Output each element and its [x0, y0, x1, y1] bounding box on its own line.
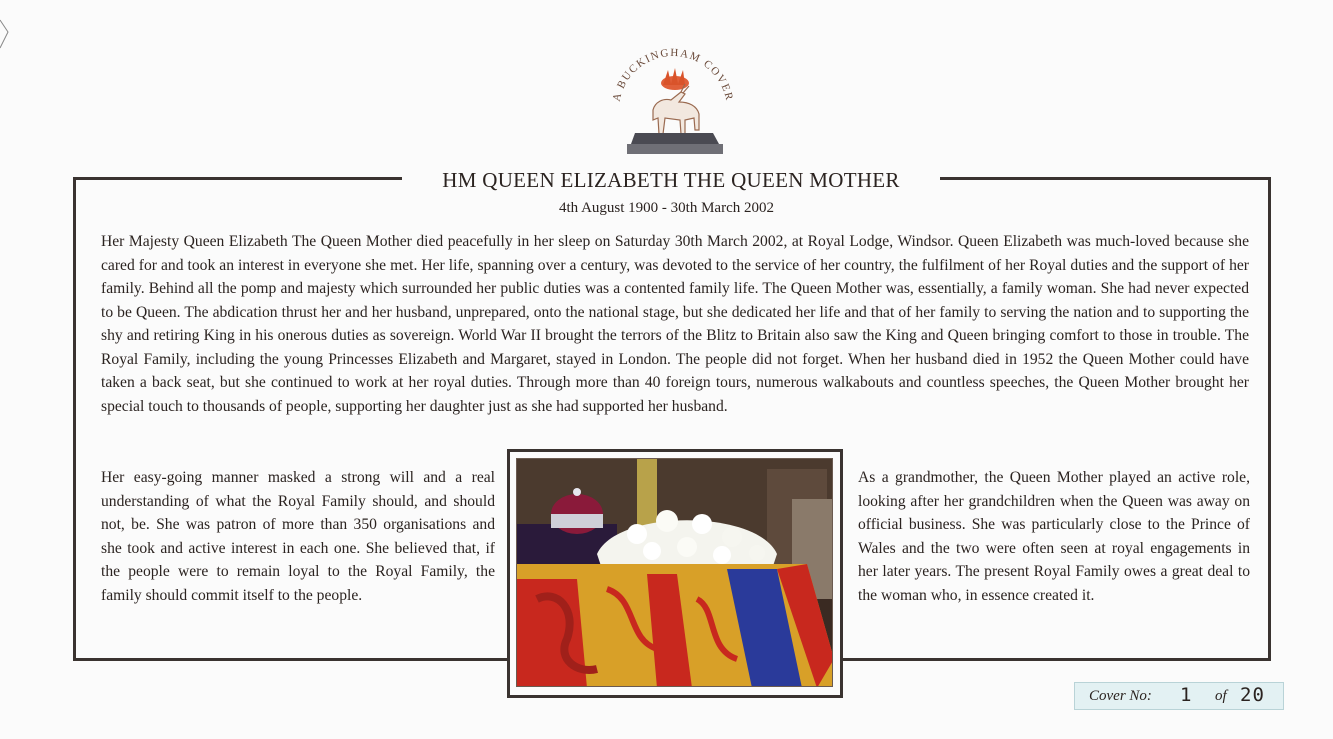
stag-crest-icon: [653, 68, 699, 134]
coffin-photo-image: [517, 459, 833, 687]
cover-total: 20: [1240, 684, 1265, 706]
body-paragraph: Her Majesty Queen Elizabeth The Queen Mother died peacefully in her sleep on Saturday 30th March 2002, at Royal Lodge, Windsor. Queen Elizabeth was much-loved because she cared for and took an interest in everyone she met. Her life, spanning over a century, was devoted to the service of her country, the fulfilment of her Royal duties and the support of her family. Behind all the pomp and majesty which surrounded her public duties was a contented family life. The Queen Mother was, essentially, a family woman. She had never expected to be Queen. The abdication thrust her and her husband, unprepared, onto the national stage, but she dedicated her life and that of her family to serving the nation and to supporting the shy and retiring King in his onerous duties as sovereign. World War II brought the terrors of the Blitz to Britain also saw the King and Queen bringing comfort to those in trouble. The Royal Family, including the young Princesses Elizabeth and Margaret, stayed in London. The people did not forget. When her husband died in 1952 the Queen Mother could have taken a back seat, but she continued to work at her royal duties. Through more than 40 foreign tours, numerous walkabouts and countless speeches, the Queen Mother brought her special touch to thousands of people, supporting her daughter just as she had supported her husband.: [101, 233, 1249, 415]
corner-mark: [0, 18, 12, 58]
emblem-arc-text: A BUCKINGHAM COVER: [610, 46, 736, 103]
coffin-photo: [516, 458, 833, 687]
buckingham-cover-emblem: [605, 40, 740, 158]
cover-number-box: [1074, 682, 1284, 710]
page-title: HM QUEEN ELIZABETH THE QUEEN MOTHER: [402, 164, 940, 196]
life-dates: 4th August 1900 - 30th March 2002: [559, 200, 774, 216]
right-column-paragraph: As a grandmother, the Queen Mother played an active role, looking after her grandchildren when the Queen was away on official business. She was particularly close to the Prince of Wales and the two were often seen at royal engagements in her later years. The present Royal Family owes a great deal to the woman who, in essence created it.: [858, 469, 1250, 604]
left-column-paragraph: Her easy-going manner masked a strong will and a real understanding of what the Royal Family should, and should not, be. She was patron of more than 350 organisations and she took and active interest in each one. She believed that, if the people were to remain loyal to the Royal Family, the family should commit itself to the people.: [101, 469, 495, 604]
cover-number: 1: [1180, 684, 1192, 706]
cover-of-label: of: [1215, 688, 1227, 704]
svg-text:A BUCKINGHAM COVER: [611, 47, 736, 103]
cover-no-label: Cover No:: [1089, 688, 1152, 704]
